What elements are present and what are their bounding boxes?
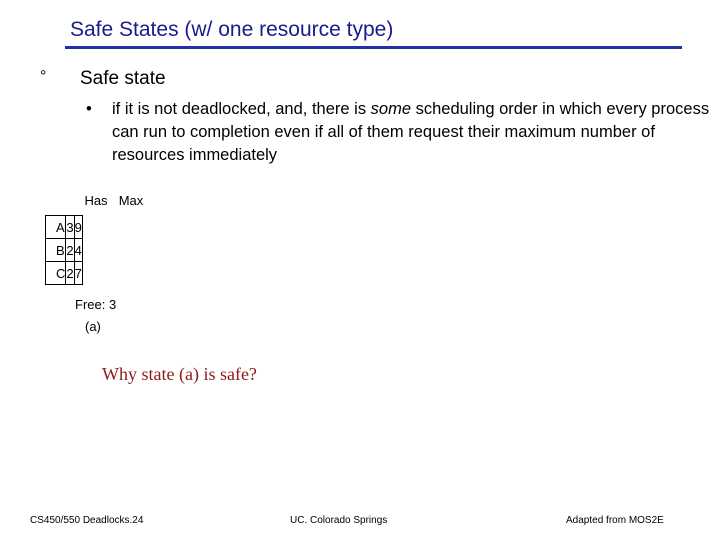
max-value: 4 (74, 239, 82, 262)
has-value: 3 (66, 216, 74, 239)
definition-emphasis: some (370, 100, 412, 118)
max-value: 9 (74, 216, 82, 239)
table-row (46, 216, 83, 239)
title-underline (65, 46, 682, 49)
has-value: 2 (66, 262, 74, 285)
process-name: A (46, 216, 66, 239)
sub-bullet-marker: • (86, 100, 92, 118)
free-resources: Free: 3 (75, 297, 117, 312)
question-text: Why state (a) is safe? (102, 364, 257, 384)
header-has: Has (84, 193, 108, 208)
has-value: 2 (66, 239, 74, 262)
table-row (46, 239, 83, 262)
definition-part-1: if it is not deadlocked, and, there is (112, 100, 371, 118)
footer-course: CS450/550 Deadlocks.24 (30, 515, 144, 526)
max-value: 7 (74, 262, 82, 285)
definition-part-2: scheduling order in which every process can run to completion even if all of them request their maximum number of resources immediately (112, 100, 710, 164)
resource-table (45, 215, 83, 285)
table-row (46, 262, 83, 285)
process-name: B (46, 239, 66, 262)
figure-caption: (a) (85, 319, 101, 334)
definition-text (112, 98, 712, 167)
bullet-marker: ° (40, 68, 47, 85)
header-max: Max (118, 193, 144, 208)
footer-credit: Adapted from MOS2E (566, 515, 664, 526)
footer-institution: UC. Colorado Springs (290, 515, 388, 526)
slide-title: Safe States (w/ one resource type) (70, 18, 394, 41)
bullet-text: Safe state (80, 68, 166, 89)
process-name: C (46, 262, 66, 285)
